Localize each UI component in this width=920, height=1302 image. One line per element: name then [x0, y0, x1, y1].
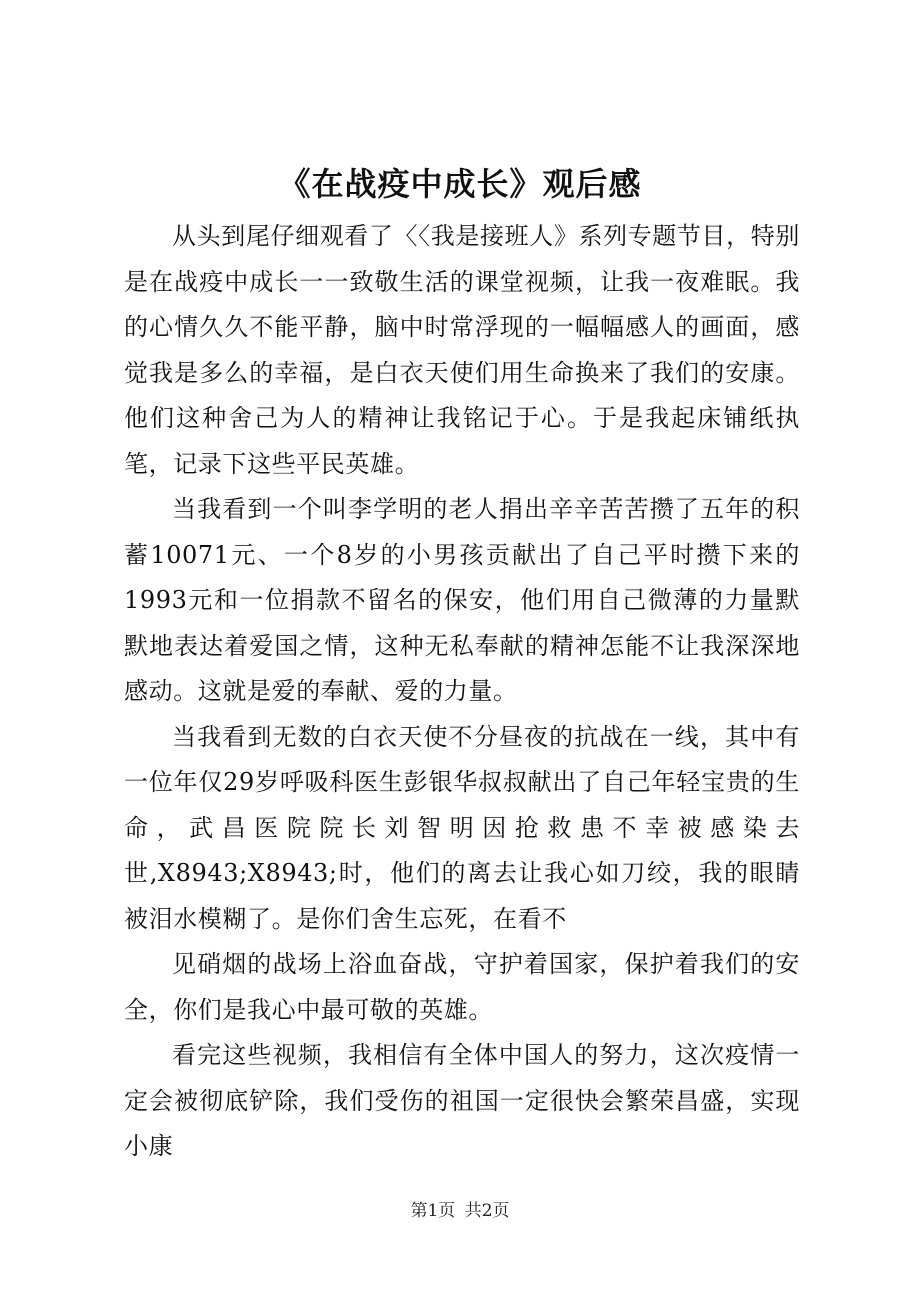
page-number: 第1页: [410, 1201, 456, 1221]
paragraph-5: 看完这些视频，我相信有全体中国人的努力，这次疫情一定会被彻底铲除，我们受伤的祖国一定很快会繁荣昌盛，实现小康: [124, 1041, 800, 1160]
paragraph-3: 当我看到无数的白衣天使不分昼夜的抗战在一线，其中有一位年仅29岁呼吸科医生彭银华叔叔献出了自己年轻宝贵的生命，武昌医院院长刘智明因抢救患不幸被感染去世,X8943;X8943;时，他们的离去让我心如刀绞，我的眼睛被泪水模糊了。是你们舍生忘死，在看不: [124, 722, 800, 933]
document-body: [124, 214, 800, 1170]
page-footer: [0, 1198, 920, 1224]
page-total: 共2页: [464, 1201, 510, 1221]
paragraph-2: 当我看到一个叫李学明的老人捐出辛辛苦苦攒了五年的积蓄10071元、一个8岁的小男孩贡献出了自己平时攒下来的1993元和一位捐款不留名的保安，他们用自己微薄的力量默默地表达着爱国之情，这种无私奉献的精神怎能不让我深深地感动。这就是爱的奉献、爱的力量。: [124, 495, 800, 705]
paragraph-1: 从头到尾仔细观看了〈〈我是接班人》系列专题节目，特别是在战疫中成长一一致敬生活的课堂视频，让我一夜难眠。我的心情久久不能平静，脑中时常浮现的一幅幅感人的画面，感觉我是多么的幸福，是白衣天使们用生命换来了我们的安康。他们这种舍己为人的精神让我铭记于心。于是我起床铺纸执笔，记录下这些平民英雄。: [124, 222, 800, 478]
paragraph-4: 见硝烟的战场上浴血奋战，守护着国家，保护着我们的安全，你们是我心中最可敬的英雄。: [124, 950, 800, 1024]
page-title: 《在战疫中成长》观后感: [278, 165, 642, 203]
